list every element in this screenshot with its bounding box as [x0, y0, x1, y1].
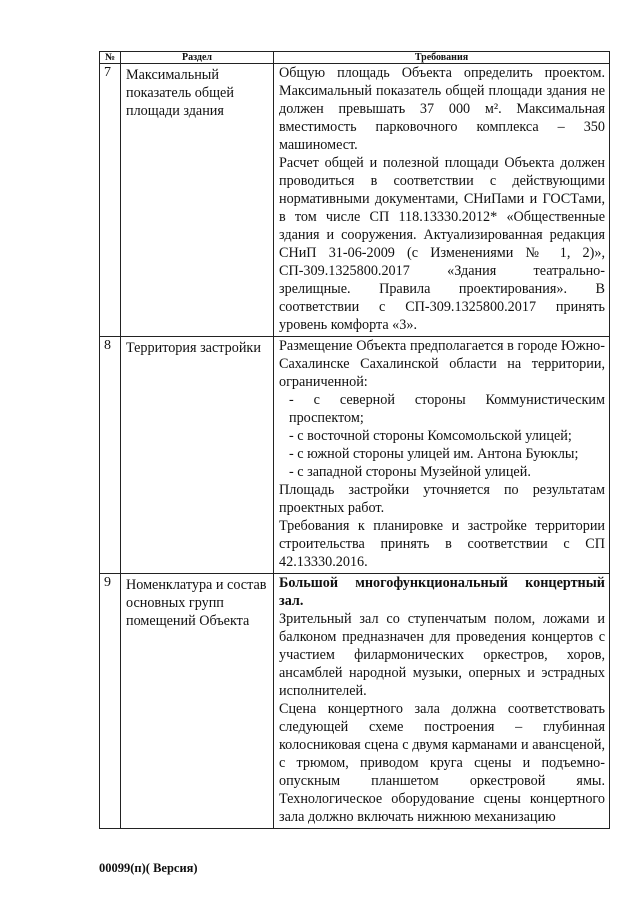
- requirement-list-item: - с южной стороны улицей им. Антона Буюклы;: [289, 446, 579, 462]
- requirement-paragraph: Требования к планировке и застройке территории строительства принять в соответствии с СП 42.13330.2016.: [279, 518, 605, 570]
- requirements-table: [99, 51, 610, 829]
- row-requirements: [274, 574, 610, 829]
- table-row: [100, 574, 610, 829]
- header-section: Раздел: [121, 52, 274, 64]
- requirement-paragraph: Размещение Объекта предполагается в городе Южно-Сахалинске Сахалинской области на территории, ограниченной:: [279, 338, 605, 390]
- requirement-list-item: - с северной стороны Коммунистическим проспектом;: [289, 392, 605, 426]
- table-row: [100, 337, 610, 574]
- row-section: Максимальный показатель общей площади здания: [121, 64, 274, 337]
- row-requirements: [274, 64, 610, 337]
- table-header-row: [100, 52, 610, 64]
- requirement-paragraph: Зрительный зал со ступенчатым полом, ложами и балконом предназначен для проведения концертов с участием филармонических оркестров, хоров, ансамблей народной музыки, оперных и эстрадных исполнителей.: [279, 611, 605, 699]
- header-requirements: Требования: [274, 52, 610, 64]
- requirement-paragraph: Сцена концертного зала должна соответствовать следующей схеме построения – глубинная колосниковая сцена с двумя карманами и авансценой, с трюмом, приводом круга сцены и подъемно-опускным планшетом оркестровой ямы. Технологическое оборудование сцены концертного зала должно включать нижнюю механизацию: [279, 701, 605, 825]
- row-section: Территория застройки: [121, 337, 274, 574]
- row-requirements: [274, 337, 610, 574]
- table-row: [100, 64, 610, 337]
- row-number: 9: [100, 574, 121, 829]
- row-section: Номенклатура и состав основных групп помещений Объекта: [121, 574, 274, 829]
- requirement-list-item: - с западной стороны Музейной улицей.: [289, 464, 531, 480]
- row-number: 7: [100, 64, 121, 337]
- requirement-paragraph: Общую площадь Объекта определить проектом. Максимальный показатель общей площади здания не должен превышать 37 000 м². Максимальная вместимость парковочного комплекса – 350 машиномест.: [279, 65, 605, 153]
- document-footer: 00099(п)( Версия): [99, 861, 198, 875]
- requirement-paragraph: Площадь застройки уточняется по результатам проектных работ.: [279, 482, 605, 516]
- requirement-heading: Большой многофункциональный концертный зал.: [279, 575, 605, 609]
- requirement-list-item: - с восточной стороны Комсомольской улицей;: [289, 428, 572, 444]
- requirement-paragraph: Расчет общей и полезной площади Объекта должен проводиться в соответствии с действующими нормативными документами, СНиПами и ГОСТами, в том числе СП 118.13330.2012* «Общественные здания и сооружения. Актуализированная редакция СНиП 31-06-2009 (с Изменениями № 1, 2)», СП-309.1325800.2017 «Здания театрально-зрелищные. Правила проектирования». В соответствии с СП-309.1325800.2017 принять уровень комфорта «3».: [279, 155, 605, 333]
- header-num: №: [100, 52, 121, 64]
- row-number: 8: [100, 337, 121, 574]
